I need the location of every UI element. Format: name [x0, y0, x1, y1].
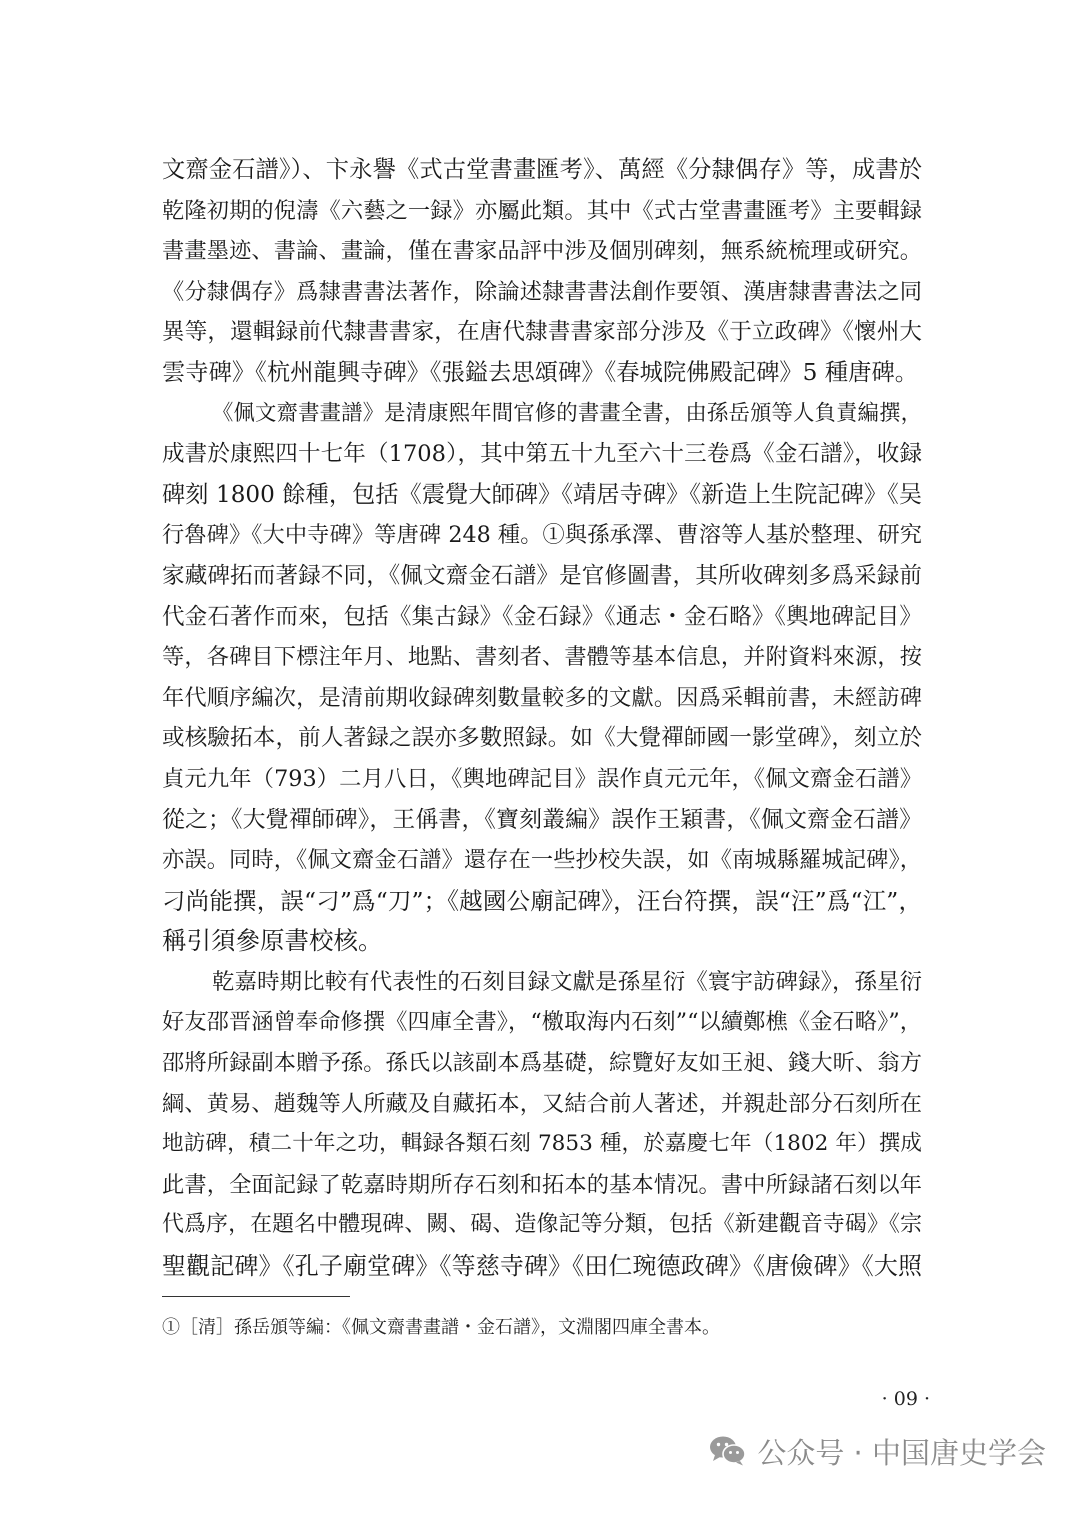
text-line: 《分隸偶存》爲隸書書法著作，除論述隸書書法創作要領、漢唐隸書書法之同 [162, 278, 922, 305]
text-line: 聖觀記碑》《孔子廟堂碑》《等慈寺碑》《田仁琬德政碑》《唐儉碑》《大照 [162, 1252, 922, 1281]
footnote-divider [162, 1296, 350, 1297]
text-line: 此書，全面記録了乾嘉時期所存石刻和拓本的基本情况。書中所録諸石刻以年 [162, 1171, 922, 1198]
text-line: 稱引須參原書校核。 [162, 926, 383, 956]
text-line: 地訪碑，積二十年之功，輯録各類石刻 7853 種，於嘉慶七年（1802 年）撰成 [162, 1131, 922, 1157]
text-line: 刁尚能撰，誤“刁”爲“刀”；《越國公廟記碑》，汪台符撰，誤“汪”爲“江”， [162, 886, 922, 915]
text-line: 碑刻 1800 餘種，包括《震覺大師碑》《靖居寺碑》《新造上生院記碑》《吴 [162, 481, 922, 508]
body-text [162, 150, 922, 1287]
text-line: 《佩文齋書畫譜》是清康熙年間官修的書畫全書，由孫岳頒等人負責編撰， [212, 400, 922, 426]
text-line: 成書於康熙四十七年（1708），其中第五十九至六十三卷爲《金石譜》，收録 [162, 441, 922, 468]
text-line: 行魯碑》《大中寺碑》等唐碑 248 種。①與孫承澤、曹溶等人基於整理、研究 [162, 522, 922, 549]
text-line: 綱、黄易、趙魏等人所藏及自藏拓本，又結合前人著述，并親赴部分石刻所在 [162, 1090, 922, 1117]
watermark-text: 公众号 · 中国唐史学会 [757, 1435, 1046, 1470]
text-line: 異等，還輯録前代隸書書家，在唐代隸書書家部分涉及《于立政碑》《懷州大 [162, 319, 922, 346]
wechat-icon [709, 1435, 747, 1467]
text-line: 好友邵晋涵曾奉命修撰《四庫全書》，“檄取海内石刻”“以續鄭樵《金石略》”， [162, 1009, 922, 1036]
page-number: · 09 · [881, 1388, 930, 1410]
text-line: 雲寺碑》《杭州龍興寺碑》《張鎰去思頌碑》《春城院佛殿記碑》5 種唐碑。 [162, 358, 919, 386]
text-line: 書畫墨迹、書論、畫論，僅在書家品評中涉及個別碑刻，無系統梳理或研究。 [162, 238, 922, 265]
paragraph-1 [162, 150, 922, 394]
text-line: 貞元九年（793）二月八日，《輿地碑記目》誤作貞元元年，《佩文齋金石譜》 [162, 765, 922, 792]
text-line: 從之；《大覺禪師碑》，王偁書，《寶刻叢編》誤作王穎書，《佩文齋金石譜》 [162, 806, 922, 833]
footnote: ①［清］孫岳頒等編：《佩文齋書畫譜・金石譜》，文淵閣四庫全書本。 [162, 1317, 720, 1338]
text-line: 亦誤。同時，《佩文齋金石譜》還存在一些抄校失誤，如《南城縣羅城記碑》， [162, 847, 922, 874]
text-line: 代金石著作而來，包括《集古録》《金石録》《通志・金石略》《輿地碑記目》 [162, 603, 922, 630]
text-line: 乾隆初期的倪濤《六藝之一録》亦屬此類。其中《式古堂書畫匯考》主要輯録 [162, 197, 922, 224]
watermark [709, 1426, 1046, 1476]
text-line: 文齋金石譜》）、卞永譽《式古堂書畫匯考》、萬經《分隸偶存》等，成書於 [162, 156, 922, 183]
text-line: 邵將所録副本贈予孫。孫氏以該副本爲基礎，綜覽好友如王昶、錢大昕、翁方 [162, 1050, 922, 1077]
text-line: 等，各碑目下標注年月、地點、書刻者、書體等基本信息，并附資料來源，按 [162, 644, 922, 671]
text-line: 代爲序，在題名中體現碑、闕、碣、造像記等分類，包括《新建觀音寺碣》《宗 [162, 1212, 922, 1238]
text-line: 乾嘉時期比較有代表性的石刻目録文獻是孫星衍《寰宇訪碑録》，孫星衍 [212, 968, 922, 995]
text-line: 年代順序編次，是清前期收録碑刻數量較多的文獻。因爲采輯前書，未經訪碑 [162, 684, 922, 711]
paragraph-3 [162, 962, 922, 1287]
paragraph-2 [162, 394, 922, 962]
text-line: 或核驗拓本，前人著録之誤亦多數照録。如《大覺禪師國一影堂碑》，刻立於 [162, 725, 922, 752]
text-line: 家藏碑拓而著録不同，《佩文齋金石譜》是官修圖書，其所收碑刻多爲采録前 [162, 562, 922, 589]
